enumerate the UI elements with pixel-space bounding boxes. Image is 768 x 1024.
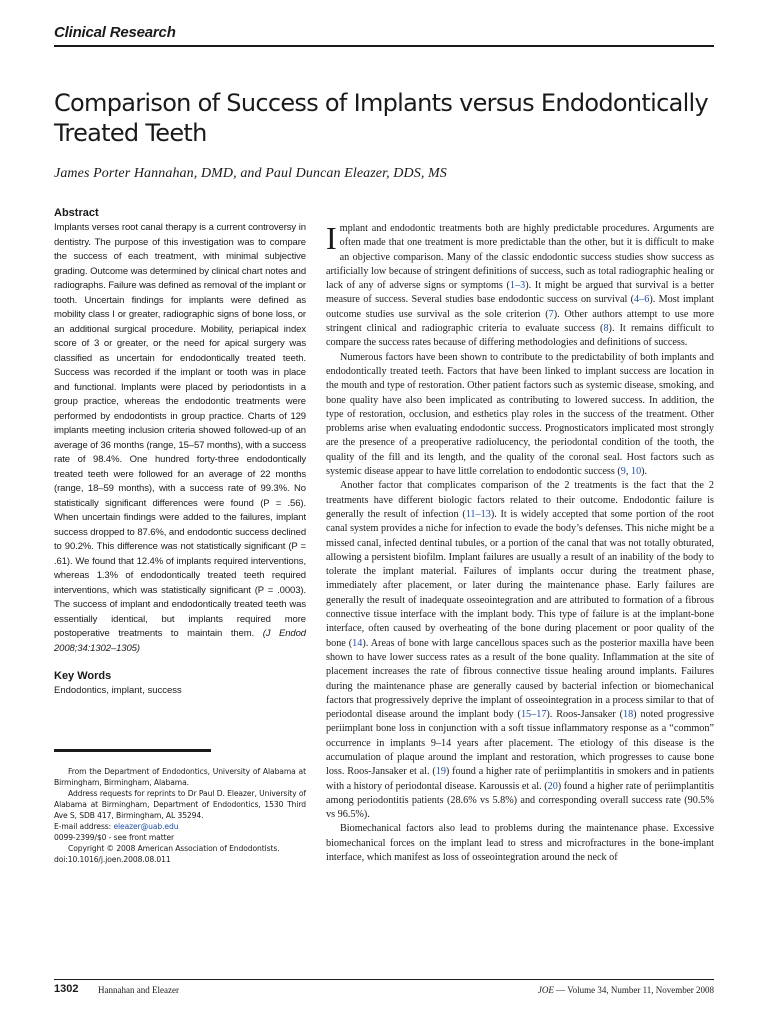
body-column bbox=[326, 222, 714, 865]
body-text: ). It might be argued that survival is a better measure of success. Several studies base endodontic success on survival ( bbox=[326, 280, 715, 306]
body-text: ) noted progressive periimplant bone loss in conjunction with a soft tissue inflammatory response as a “common” occurrence in implants 9–14 years after placement. The etiology of this disease is the accumulation of plaque around the implant and restoration, which progresses to cause bone loss. Roos-Jansaker et al. ( bbox=[326, 709, 714, 778]
affiliation-note: From the Department of Endodontics, University of Alabama at Birmingham, Birmingham, Alabama. bbox=[54, 767, 306, 787]
email-link[interactable]: eleazer@uab.edu bbox=[113, 822, 179, 831]
header-rule bbox=[54, 45, 714, 47]
body-text: ). It is widely accepted that some portion of the root canal system provides a niche for infection to evade the body’s defenses. This niche might be a missed canal, infected dentinal tubules, or a portion of the canal that was not totally obturated, allowing a persistent biofilm. Implant failures are usually a result of an inability of the body to tolerate the implant material. Failures of implants occur during the treatment phase, immediately after placement, or later during the maintenance phase. Early failures are generally the result of inadequate osseointegration and are attributed to formation of a fibrous connective tissue interface with the implant body. This type of failure is at the implant-bone interface, often caused by overheating of the bone during placement or poor quality of the bone ( bbox=[326, 508, 714, 649]
email-line bbox=[54, 821, 306, 832]
journal-issue: — Volume 34, Number 11, November 2008 bbox=[553, 985, 714, 995]
copyright-line: Copyright © 2008 American Association of Endodontists. bbox=[68, 844, 280, 853]
reference-link[interactable]: 10 bbox=[630, 466, 642, 478]
section-label: Clinical Research bbox=[54, 24, 176, 41]
keywords-list: Endodontics, implant, success bbox=[54, 685, 182, 696]
reference-link[interactable]: 7 bbox=[548, 308, 554, 320]
abstract-body bbox=[54, 221, 306, 656]
abstract-citation: (J Endod 2008;34:1302–1305) bbox=[54, 628, 306, 654]
reference-link[interactable]: 8 bbox=[603, 323, 609, 335]
footnote-rule bbox=[54, 749, 211, 752]
journal-info bbox=[538, 985, 714, 995]
abstract-heading: Abstract bbox=[54, 207, 99, 219]
abstract-column bbox=[54, 207, 306, 698]
article-authors: James Porter Hannahan, DMD, and Paul Duncan Eleazer, DDS, MS bbox=[54, 166, 447, 181]
reference-link[interactable]: 18 bbox=[622, 709, 634, 721]
reference-link[interactable]: 14 bbox=[352, 637, 363, 649]
body-text: ). Most implant outcome studies use survival as the sole criterion ( bbox=[326, 294, 714, 320]
body-text: Numerous factors have been shown to contribute to the predictability of both implants and endodontically treated teeth. Factors that have been linked to implant success are location in the mouth and type of restoration. Other patient factors such as systemic disease, smoking, and bone quality have also been implicated as contributing to lowered success. In addition, the type of restoration, occlusion, and esthetics play roles in the success of the treatment. Other problems arise when evaluating endodontic success. Prognosticators implicated most strongly are the presence of a preoperative radiolucency, the periodontal condition of the tooth, the quality of the fill and its length, and the quality of the coronal seal. Host factors such as systemic disease appear to have little correlation to endodontic success ( bbox=[326, 351, 714, 478]
body-text: mplant and endodontic treatments both are highly predictable procedures. Arguments are often made that one treatment is more predictable than the other, but it is difficult to make an objective comparison. Many of the classic endodontic success studies show success as artificially low because of stringent definitions of success, such as total radiographic healing or lack of any of adverse signs or symptoms ( bbox=[326, 223, 714, 292]
reference-link[interactable]: 20 bbox=[547, 780, 558, 792]
article-title: Comparison of Success of Implants versus Endodontically Treated Teeth bbox=[54, 89, 709, 147]
footnotes bbox=[54, 766, 306, 865]
body-text: Another factor that complicates comparison of the 2 treatments is the fact that the 2 treatments have different biologic factors related to their outcome. Endodontic failure is generally the result of infection ( bbox=[326, 480, 714, 520]
journal-name: JOE bbox=[537, 985, 554, 995]
body-paragraph-4: Biomechanical factors also lead to problems during the maintenance phase. Excessive biomechanical forces on the implant lead to stress and microfractures in the bone-implant interface, which manifest as loss of osseointegration around the neck of bbox=[326, 823, 714, 864]
body-text: ) found a higher rate of periimplantitis among periodontitis patients (28.6% vs 5.8%) and corresponding overall success rate (90.5% vs 96.5%). bbox=[326, 780, 715, 821]
reference-link[interactable]: 1–3 bbox=[509, 280, 526, 292]
issn-line: 0099-2399/$0 - see front matter bbox=[54, 833, 175, 842]
abstract-text: Implants verses root canal therapy is a current controversy in dentistry. The purpose of this investigation was to compare the success of each treatment, with minimal subjective grading. Outcome was determined by clinical chart notes and radiographs. Failure was defined as removal of the implant or tooth. Uncertain findings for implants were defined as mobility class I or greater, radiographic signs of bone loss, or an additional surgical procedure. Mobility, periapical index score of 3 or greater, or the need for apical surgery was classified as uncertain for endodontically treated teeth. Success was recorded if the implant or tooth was in place and functional. Implants were placed by periodontists in a group practice, whereas the endodontic treatments were performed by endodontists in group practice. Charts of 129 implants meeting inclusion criteria showed followed-up of an average of 36 months (range, 15–57 months), with a success rate of 98.4%. One hundred forty-three endodontically treated teeth were followed for an average of 22 months (range, 18–59 months), with a success rate of 99.3%. No statistically significant differences were found (P = .56). When uncertain findings were added to the failures, implant success dropped to 87.6%, and endodontic success declined to 90.2%. This difference was not statistically significant (P = .61). We found that 12.4% of implants required interventions, whereas 1.3% of endodontically treated teeth required interventions, which was statistically significant (P = .0003). The success of implant and endodontically treated teeth was essentially identical, but implants required more postoperative treatments to maintain them. bbox=[54, 222, 306, 639]
body-text: ). Areas of bone with large cancellous spaces such as the posterior maxilla have been shown to have lower success rates as a result of the bone quality. Inflammation at the site of placement increases the rate of fibrous connective tissue healing around implants. Failures during the maintenance phase are generally caused by bacterial infection or biomechanical factors that progressively deprive the implant of osseointegration in a process similar to that of periodontal disease around the implant body ( bbox=[326, 637, 714, 721]
reference-link[interactable]: 15–17 bbox=[520, 709, 547, 721]
keywords-heading: Key Words bbox=[54, 670, 112, 682]
body-text: ). Roos-Jansaker ( bbox=[546, 709, 623, 721]
footer-rule bbox=[54, 979, 714, 980]
body-paragraph-3 bbox=[326, 479, 714, 822]
body-paragraph-1 bbox=[326, 222, 714, 351]
doi-line: doi:10.1016/j.joen.2008.08.011 bbox=[54, 855, 171, 864]
body-text: , bbox=[625, 466, 631, 478]
reprints-note: Address requests for reprints to Dr Paul D. Eleazer, University of Alabama at Birmingham, Department of Endodontics, 1530 Third Ave S, SDB 417, Birmingham, AL 35294. bbox=[54, 789, 306, 820]
body-text: ). It remains difficult to compare the success rates because of differing methodologies and definitions of success. bbox=[326, 323, 715, 349]
reference-link[interactable]: 9 bbox=[620, 466, 626, 478]
drop-cap: I bbox=[326, 220, 337, 256]
body-paragraph-2 bbox=[326, 351, 714, 480]
reference-link[interactable]: 4–6 bbox=[634, 294, 650, 306]
running-authors: Hannahan and Eleazer bbox=[98, 985, 179, 995]
body-text: ) found a higher rate of periimplantitis in smokers and in patients with a history of periodontal disease. Karoussis et al. ( bbox=[326, 766, 714, 792]
page-number: 1302 bbox=[54, 983, 79, 995]
email-label: E-mail address: bbox=[54, 822, 112, 831]
body-text: ). bbox=[641, 466, 648, 478]
body-text: ). Other authors attempt to use more stringent clinical and radiographic criteria to evaluate success ( bbox=[326, 308, 714, 335]
reference-link[interactable]: 11–13 bbox=[465, 508, 491, 520]
reference-link[interactable]: 19 bbox=[435, 766, 446, 778]
